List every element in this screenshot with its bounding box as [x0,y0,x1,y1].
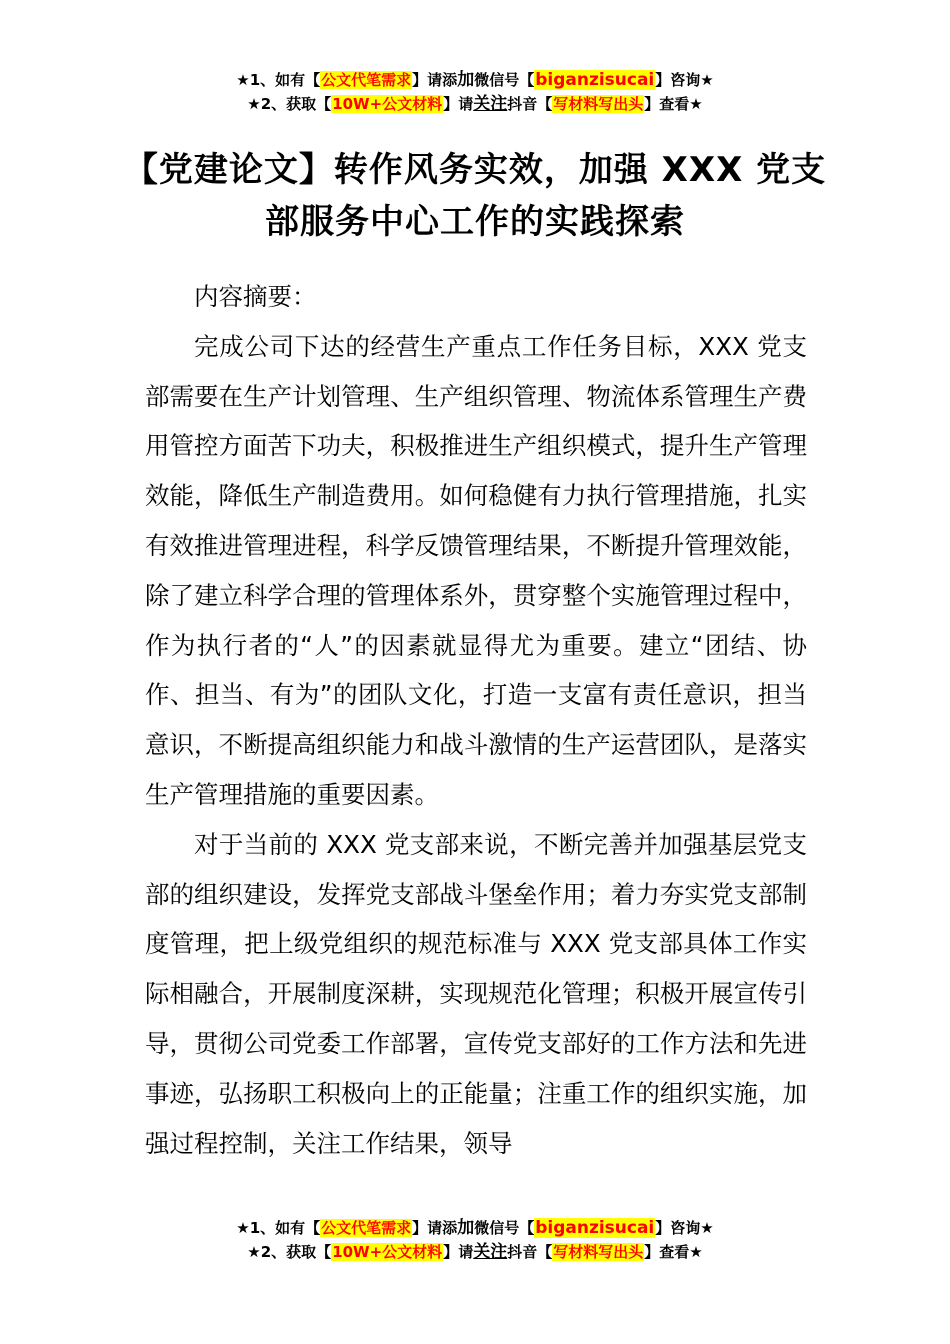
banner-line-1: ★1、如有【公文代笔需求】请添加微信号【biganzisucai】咨询★ [236,1218,714,1238]
paragraph: 完成公司下达的经营生产重点工作任务目标，XXX 党支部需要在生产计划管理、生产组织管理、物流体系管理生产费用管控方面苦下功夫，积极推进生产组织模式，提升生产管理效能，降低生产制造费用。如何稳健有力执行管理措施，扎实有效推进管理进程，科学反馈管理结果，不断提升管理效能，除了建立科学合理的管理体系外，贯穿整个实施管理过程中，作为执行者的“人”的因素就显得尤为重要。建立“团结、协作、担当、有为”的团队文化，打造一支富有责任意识，担当意识，不断提高组织能力和战斗激情的生产运营团队，是落实生产管理措施的重要因素。 [145,331,807,809]
banner-highlight: 公文代笔需求 [321,71,412,89]
banner-wechat-id: biganzisucai [535,70,655,90]
top-banner [0,68,950,116]
banner-highlight: 10W+公文材料 [332,95,443,113]
document-body [145,272,807,1168]
banner-line-2: ★2、获取【10W+公文材料】请关注抖音【写材料写出头】查看★ [247,1242,703,1262]
abstract-heading: 内容摘要： [194,282,317,311]
banner-wechat-id: biganzisucai [535,1218,655,1238]
banner-highlight: 10W+公文材料 [332,1243,443,1261]
banner-line-1: ★1、如有【公文代笔需求】请添加微信号【biganzisucai】咨询★ [236,70,714,90]
banner-douyin-id: 写材料写出头 [553,1243,644,1261]
bottom-banner [0,1216,950,1264]
document-title: 【党建论文】转作风务实效，加强 XXX 党支部服务中心工作的实践探索 [123,150,827,242]
banner-highlight: 公文代笔需求 [321,1219,412,1237]
banner-line-2: ★2、获取【10W+公文材料】请关注抖音【写材料写出头】查看★ [247,94,703,114]
paragraph: 对于当前的 XXX 党支部来说，不断完善并加强基层党支部的组织建设，发挥党支部战斗堡垒作用；着力夯实党支部制度管理，把上级党组织的规范标准与 XXX 党支部具体工作实际相融合，开展制度深耕，实现规范化管理；积极开展宣传引导，贯彻公司党委工作部署，宣传党支部好的工作方法和先进事迹，弘扬职工积极向上的正能量；注重工作的组织实施，加强过程控制，关注工作结果，领导 [145,829,807,1158]
banner-douyin-id: 写材料写出头 [553,95,644,113]
